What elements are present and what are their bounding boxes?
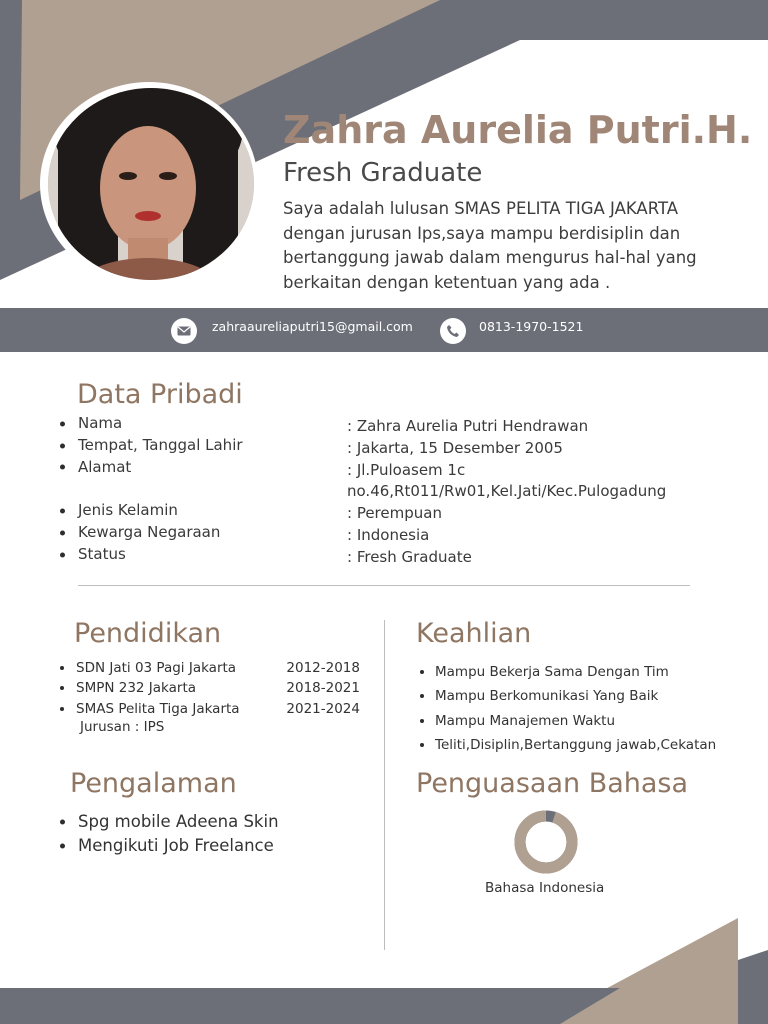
bottom-slate-bar bbox=[0, 988, 620, 1024]
school-name: SMPN 232 Jakarta bbox=[76, 680, 197, 697]
education-item bbox=[60, 678, 360, 698]
school-years: 2012-2018 bbox=[286, 660, 360, 676]
personal-value: : Perempuan bbox=[347, 504, 442, 523]
experience-list bbox=[60, 810, 279, 858]
mail-icon bbox=[171, 318, 197, 344]
phone-icon bbox=[440, 318, 466, 344]
bottom-slate-shape-right bbox=[738, 950, 768, 1024]
donut-fill bbox=[520, 816, 572, 868]
section-divider bbox=[78, 585, 690, 586]
personal-label: Status bbox=[60, 544, 243, 566]
education-item bbox=[60, 658, 360, 678]
personal-label: Jenis Kelamin bbox=[60, 500, 243, 522]
experience-item: Mengikuti Job Freelance bbox=[60, 834, 279, 858]
school-years: 2021-2024 bbox=[286, 700, 360, 717]
personal-value: : Fresh Graduate bbox=[347, 547, 472, 566]
skill-item: Mampu Berkomunikasi Yang Baik bbox=[420, 684, 716, 708]
personal-label: Kewarga Negaraan bbox=[60, 522, 243, 544]
contact-email[interactable]: zahraaureliaputri15@gmail.com bbox=[212, 319, 413, 334]
personal-values bbox=[347, 416, 747, 569]
candidate-role: Fresh Graduate bbox=[283, 158, 483, 188]
experience-item: Spg mobile Adeena Skin bbox=[60, 810, 279, 834]
education-list bbox=[60, 658, 360, 719]
candidate-name: Zahra Aurelia Putri.H. bbox=[283, 108, 753, 152]
language-name: Bahasa Indonesia bbox=[485, 880, 605, 896]
contact-phone[interactable]: 0813-1970-1521 bbox=[479, 319, 584, 334]
skills-list bbox=[420, 660, 716, 757]
skills-heading: Keahlian bbox=[416, 618, 532, 649]
experience-heading: Pengalaman bbox=[70, 768, 237, 799]
school-name: SDN Jati 03 Pagi Jakarta bbox=[76, 660, 237, 676]
personal-label: Tempat, Tanggal Lahir bbox=[60, 435, 243, 457]
school-years: 2018-2021 bbox=[286, 680, 360, 697]
language-proficiency-donut bbox=[511, 808, 581, 876]
personal-label: Nama bbox=[60, 413, 243, 435]
school-name: SMAS Pelita Tiga Jakarta bbox=[76, 700, 240, 717]
skill-item: Mampu Manajemen Waktu bbox=[420, 709, 716, 733]
personal-value: : Indonesia bbox=[347, 525, 430, 544]
personal-value: : Zahra Aurelia Putri Hendrawan bbox=[347, 417, 589, 435]
education-heading: Pendidikan bbox=[74, 618, 222, 649]
personal-labels bbox=[60, 413, 243, 566]
skill-item: Mampu Bekerja Sama Dengan Tim bbox=[420, 660, 716, 684]
column-divider bbox=[384, 620, 385, 950]
personal-label: Alamat bbox=[60, 457, 243, 479]
personal-heading: Data Pribadi bbox=[77, 379, 243, 410]
personal-value: : Jl.Puloasem 1c bbox=[347, 460, 466, 479]
languages-heading: Penguasaan Bahasa bbox=[416, 768, 689, 799]
profile-photo bbox=[48, 88, 254, 280]
education-major: Jurusan : IPS bbox=[80, 719, 165, 735]
education-item bbox=[60, 699, 360, 719]
profile-summary: Saya adalah lulusan SMAS PELITA TIGA JAKARTA dengan jurusan Ips,saya mampu berdisiplin dan bertanggung jawab dalam mengurus hal-hal yang berkaitan dengan ketentuan yang ada . bbox=[283, 199, 697, 292]
personal-value: no.46,Rt011/Rw01,Kel.Jati/Kec.Pulogadung bbox=[347, 482, 667, 501]
personal-value: : Jakarta, 15 Desember 2005 bbox=[347, 438, 563, 457]
skill-item: Teliti,Disiplin,Bertanggung jawab,Cekatan bbox=[420, 733, 716, 757]
